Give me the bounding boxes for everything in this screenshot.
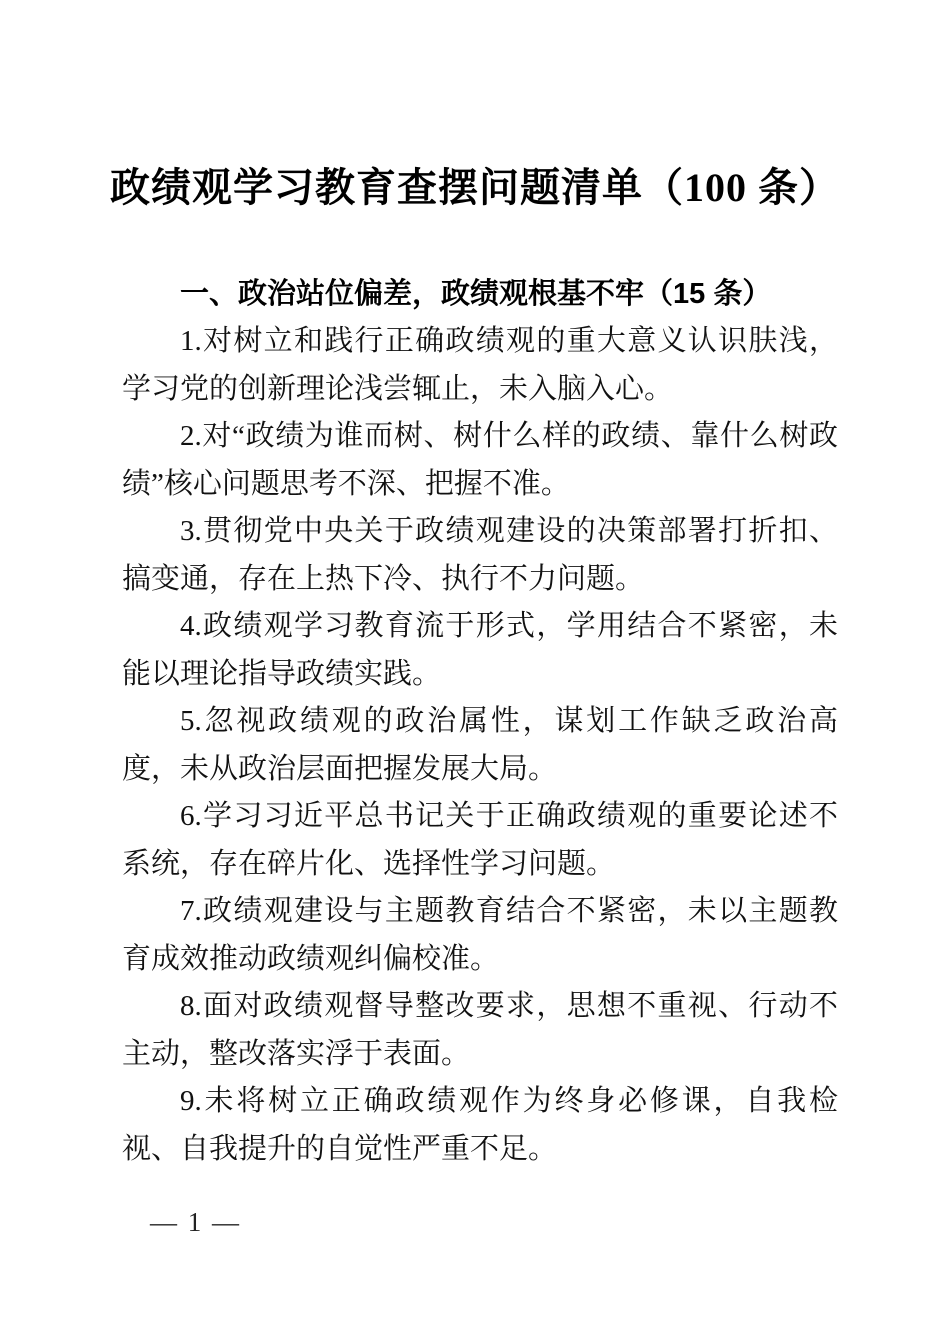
list-item: 8.面对政绩观督导整改要求，思想不重视、行动不主动，整改落实浮于表面。 [122,990,838,1070]
list-item: 5.忽视政绩观的政治属性，谋划工作缺乏政治高度，未从政治层面把握发展大局。 [122,705,838,785]
list-item: 2.对“政绩为谁而树、树什么样的政绩、靠什么树政绩”核心问题思考不深、把握不准。 [122,420,838,500]
list-item: 3.贯彻党中央关于政绩观建设的决策部署打折扣、搞变通，存在上热下冷、执行不力问题。 [122,515,838,595]
list-item: 1.对树立和践行正确政绩观的重大意义认识肤浅，学习党的创新理论浅尝辄止，未入脑入心。 [122,325,838,405]
page-number: — 1 — [150,1207,241,1237]
list-item: 6.学习习近平总书记关于正确政绩观的重要论述不系统，存在碎片化、选择性学习问题。 [122,800,838,880]
section-heading: 一、政治站位偏差，政绩观根基不牢（15 条） [180,278,772,310]
list-item: 4.政绩观学习教育流于形式，学用结合不紧密，未能以理论指导政绩实践。 [122,610,838,690]
list-item: 9.未将树立正确政绩观作为终身必修课，自我检视、自我提升的自觉性严重不足。 [122,1085,838,1165]
document-body [122,318,838,1173]
page-footer [150,1207,241,1237]
list-item: 7.政绩观建设与主题教育结合不紧密，未以主题教育成效推动政绩观纠偏校准。 [122,895,838,975]
document-title: 政绩观学习教育查摆问题清单（100 条） [110,165,840,210]
